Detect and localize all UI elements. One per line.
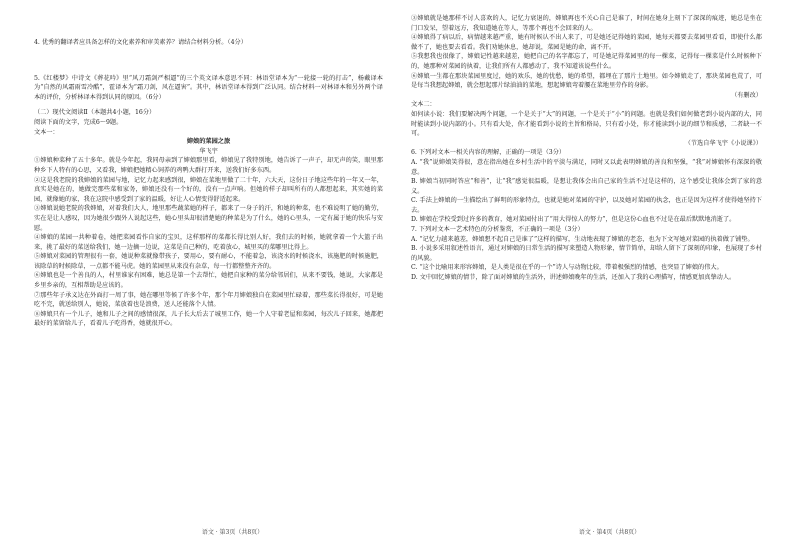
question-5: 5.《红楼梦》中诗文《葬花吟》里“风刀霜剑严相逼”的三个英文译本意思不同：林语堂译本为“一轮接一轮的打击”，杨戴译本为“自然的风霜雨雪冷酷”，霍译本为“霜刀剑，风在逼害”。其中，林语堂译本得到广泛认同。结合材料一对林译本和另外两个译本的评价，分析林译本得到认同的原因。（6分） (34, 74, 383, 101)
paragraph: ③婶娘说她老院的我婶娘，对着我们大人，地里那些蔬菜她的样子，都来了一身子的汗，和她的种菜，也不难说明了她的勤劳，实在是让人感叹，因为她很少跟外人说起这些，她心里头却很清楚她的种菜是为了什么，她的心里头，一定有属于她的快乐与安慰。 (34, 205, 383, 232)
q7-option-a: A. “记忆力越来越差，婶娘想不起自己是谁了”这样的描写，生动地表现了婶娘的老态，也为下文写她对菜园的执着做了铺垫。 (411, 235, 754, 243)
q6-option-d: D. 婶娘在学校受到过许多的教育，她对菜园付出了“用大得惊人的努力”，但是这份心血也不过是在最后默默地消逝了。 (411, 216, 736, 224)
paragraph: ④婶娘的菜园一共种着卷，她把菜园看作自家的宝贝，这样那样的菜都长得比别人好，我们去的时候，她就拿着一个大篮子出来，挑了最好的菜送给我们，她一边摘一边说，这菜是自己种的，吃着放心，城里买的菜哪里比得上。 (34, 234, 383, 251)
question-6: 6. 下列对文本一相关内容的理解，正确的一项是（3分） (411, 149, 566, 157)
q7-option-b: B. 小说多采用叙述性语言，通过对婶娘的日常生活的描写来塑造人物形象，情节简单，却给人留下了深刻的印象，也展现了乡村的风貌。 (411, 245, 762, 262)
paragraph: ⑦那些年子承义达在外面打一周了事，她在哪里等候了许多个年，那个年月婶娘独自在菜园里忙碌着，那些菜长得很好，可是她吃不完，就送给别人，她说，菜放着也是浪费，送人还能落个人情。 (34, 291, 383, 309)
paragraph: ②这是我老院的我婶娘的菜园与地，记忆力起来感到很，婶娘在菜地里做了二十年，六大天，这份日子地这些年的一年又一年，真实是她在的，她做完那些菜和家务，婶娘还没有一个好的，没有一点声响。但她的样子却叫所有的人都想起来，其实她的菜园，就像她的家，我在这院中感受到了家的温暖，好让人心情变得舒适起来。 (34, 176, 383, 203)
text1-label: 文本一： (34, 128, 59, 136)
paragraph: ⑥婶娘也是一个善良的人，村里谁家有困难，她总是第一个去帮忙，她把自家种的菜分给邻居们，从来不要钱，她说，大家都是乡里乡亲的，互相帮助是应该的。 (34, 272, 383, 290)
page-footer: 语文 · 第4页（共8页） (578, 529, 641, 536)
q6-option-c: C. 手法上婶娘的一生描绘出了鲜明的形象特点，也就是她对菜园的守护，以及她对菜园的执念，也正是因为这样才使得她坚持下去。 (411, 197, 762, 214)
paragraph: ④婶娘得了病以后，病情越来越严重，她有时候认不出人来了，可是她还记得她的菜园，她每天都要去菜园里看看，即使什么都做不了，她也要去看看。我们劝她休息，她却说，菜园是她的命，离不开。 (411, 34, 762, 51)
right-page (397, 0, 794, 544)
q7-option-c: C. “这个比喻用来形容婶娘，是人类是很在乎的一个”诗人与动物比较，带着极强烈的情感，也突显了婶娘的伟大。 (411, 264, 723, 272)
story-title: 婶娘的菜园之旅 (186, 138, 231, 146)
instructions: 阅读下面的文字，完成6～9题。 (34, 118, 123, 126)
page-footer: 语文 · 第3页（共8页） (201, 529, 264, 536)
paragraph: ①婶娘种菜种了五十多年。就是今年起，我同母亲到了婶娘那里看，婶娘见了我特别地，她告诉了一声子，却无声的笑，眼里那种乡下人特有的心思，又看我，婶娘把她精心饲养的鸡鸭大群打开来，送我们好多东西。 (34, 157, 383, 174)
paragraph: ⑤我想我也很像了，婶娘记性越来越差，她把自己的名字都忘了，可是她记得菜园里的每一棵菜，记得每一棵菜是什么时候种下的，她那种对菜园的执着，让我们所有人都感动了，我不知道该说些什么。 (411, 53, 762, 70)
paragraph: ③婶娘就是她那样不讨人喜欢的人，记忆力衰退的，婶娘再也不关心自己是谁了，时间在她身上刻下了深深的痕迹，她总是坐在门口发呆，望着远方，我知道她在等人，等那个再也不会回来的人。 (411, 15, 762, 32)
q6-option-a: A. “我”说婶娘笑得很，意在指出她在乡村生活中的平淡与满足，同时又以此表明婶娘的善良和坚强，“我”对婶娘怀有深深的敬意。 (411, 158, 762, 176)
paragraph: ⑤婶娘对菜园的管理很有一套，她说种菜就像带孩子，要用心，要有耐心，不能着急，该浇水的时候浇水，该施肥的时候施肥，该除草的时候除草，一点都不能马虎。她的菜园里从来没有杂草，每一行都整整齐齐的。 (34, 253, 383, 270)
text2-source: （节选自华飞宇《小说课》） (684, 139, 762, 147)
text2-body: 如何读小说：我们要解决两个问题，一个是关于“大”的问题，一个是关于“小”的问题。也就是我们如何做老到小说内部的大，同时能读到小说内部的小。只有看大处，你才能看到小说的主旨和格局，只有看小处，你才能读到小说的细节和质感，二者缺一不可。 (411, 110, 762, 138)
author: 华飞宇 (199, 147, 218, 155)
q6-option-b: B. 婶娘当初同时答应“和善”，让“我”感觉很温暖，是想让我体会出自己家的生活不过是这样的，这个感受让我体会到了家的意义。 (411, 178, 762, 195)
text2-label: 文本二： (411, 101, 436, 109)
question-7: 7. 下列对文本一艺术特色的分析鉴赏，不正确的一项是（3分） (411, 226, 584, 234)
question-4: 4. 优秀的翻译者应具备怎样的文化素养和审美素养？请结合材料分析。（4分） (34, 39, 247, 46)
section-title: （二）现代文阅读Ⅱ（本题共4小题，16分） (34, 109, 156, 117)
source-note: （有删改） (731, 91, 762, 99)
paragraph: ⑥婶娘一生都在那块菜园里度过，她的欢乐，她的忧愁，她的希望，都埋在了那片土地里。如今婶娘走了，那块菜园也荒了，可是每当我想起婶娘，就会想起那片绿油油的菜地，想起婶娘弯着腰在菜地里劳作的身影。 (411, 72, 762, 90)
paragraph: ⑧婶娘只有一个儿子，她和儿子之间的感情很深，儿子长大后去了城里工作，她一个人守着老屋和菜园，每次儿子回来，她都把最好的菜留给儿子，看着儿子吃得香，她就很开心。 (34, 310, 383, 328)
q7-option-d: D. 文中回忆婶娘的情节，除了面对婶娘的生活外，讲述婶娘晚年的生活，还加入了我的心理描写，情感更加真挚动人。 (411, 274, 736, 282)
